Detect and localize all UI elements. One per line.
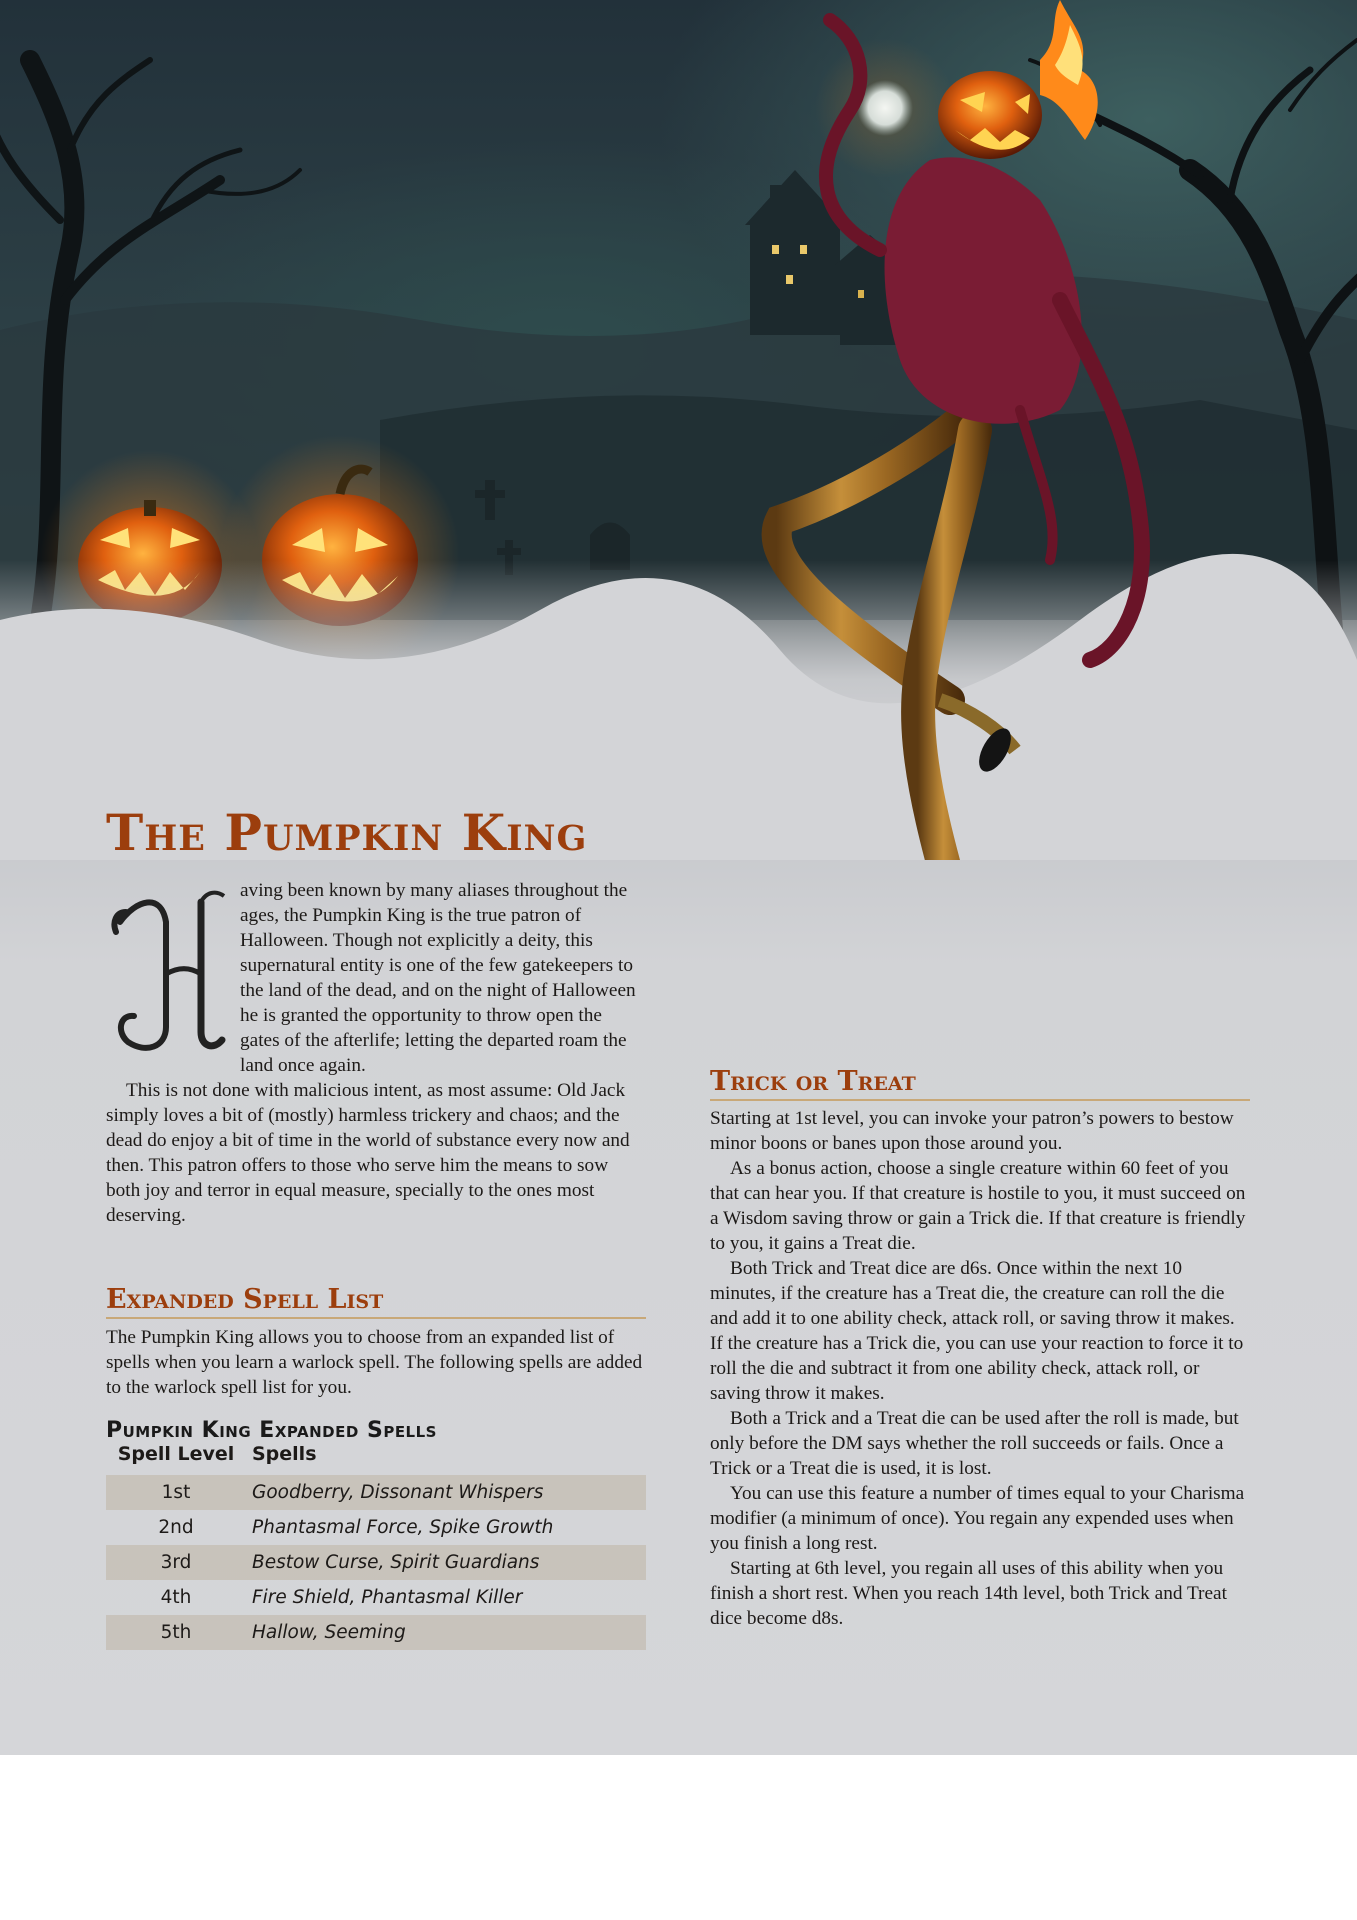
- cover-illustration: [0, 0, 1357, 860]
- table-row: [106, 1545, 646, 1580]
- spell-table-title: Pumpkin King Expanded Spells: [106, 1418, 437, 1443]
- table-row: [106, 1580, 646, 1615]
- expanded-spell-list-text: The Pumpkin King allows you to choose from an expanded list of spells when you learn a warlock spell. The following spells are added to the warlock spell list for you.: [106, 1327, 643, 1398]
- intro-paragraph-2: This is not done with malicious intent, as most assume: Old Jack simply loves a bit of (mostly) harmless trickery and chaos; and the dead do enjoy a bit of time in the world of substance every now and then. This patron offers to those who serve him the means to sow both joy and terror in equal measure, specially to the ones most deserving.: [106, 1080, 630, 1226]
- table-row: [106, 1510, 646, 1545]
- spell-level-cell: 3rd: [106, 1545, 246, 1580]
- table-row: [106, 1475, 646, 1510]
- expanded-spell-list-section: [106, 1286, 646, 1400]
- trick-or-treat-heading: Trick or Treat: [710, 1068, 1250, 1101]
- spell-level-cell: 5th: [106, 1615, 246, 1650]
- spell-table-section: [106, 1418, 646, 1650]
- spell-table: [106, 1443, 646, 1650]
- trick-paragraph-3: Both Trick and Treat dice are d6s. Once within the next 10 minutes, if the creature has a Treat die, the creature can roll the die and add it to one ability check, attack roll, or saving throw it makes. If the creature has a Trick die, you can use your reaction to force it to roll the die and subtract it from one ability check, attack roll, or saving throw it makes.: [710, 1258, 1244, 1404]
- drop-cap-letter: [106, 882, 230, 1058]
- trick-paragraph-4: Both a Trick and a Treat die can be used after the roll is made, but only before the DM says whether the roll succeeds or fails. Once a Trick or a Treat die is used, it is lost.: [710, 1408, 1239, 1479]
- intro-section: [106, 878, 646, 1228]
- trick-paragraph-1: Starting at 1st level, you can invoke your patron’s powers to bestow minor boons or banes upon those around you.: [710, 1108, 1234, 1154]
- spells-cell: Goodberry, Dissonant Whispers: [246, 1475, 646, 1510]
- trick-paragraph-2: As a bonus action, choose a single creature within 60 feet of you that can hear you. If that creature is hostile to you, it must succeed on a Wisdom saving throw or gain a Trick die. If that creature is friendly to you, it gains a Treat die.: [710, 1158, 1246, 1254]
- column-header-spell-level: Spell Level: [117, 1443, 235, 1465]
- column-header-spells: Spells: [252, 1443, 317, 1465]
- trick-or-treat-section: [710, 1068, 1250, 1631]
- spells-cell: Bestow Curse, Spirit Guardians: [246, 1545, 646, 1580]
- trick-paragraph-6: Starting at 6th level, you regain all uses of this ability when you finish a short rest. When you reach 14th level, both Trick and Treat dice become d8s.: [710, 1558, 1227, 1629]
- table-row: [106, 1615, 646, 1650]
- spell-level-cell: 4th: [160, 1587, 192, 1608]
- spells-cell: Fire Shield, Phantasmal Killer: [252, 1587, 523, 1608]
- spell-level-cell: 2nd: [158, 1517, 194, 1538]
- spells-cell: Hallow, Seeming: [246, 1615, 646, 1650]
- spell-level-cell: 1st: [106, 1475, 246, 1510]
- expanded-spell-list-heading: Expanded Spell List: [106, 1286, 646, 1319]
- page-title: The Pumpkin King: [106, 803, 588, 862]
- trick-paragraph-5: You can use this feature a number of times equal to your Charisma modifier (a minimum of once). You regain any expended uses when you finish a long rest.: [710, 1483, 1245, 1554]
- intro-paragraph-1: aving been known by many aliases throughout the ages, the Pumpkin King is the true patron of Halloween. Though not explicitly a deity, this supernatural entity is one of the few gatekeepers to the land of the dead, and on the night of Halloween he is granted the opportunity to throw open the gates of the afterlife; letting the departed roam the land once again.: [240, 880, 636, 1076]
- spells-cell: Phantasmal Force, Spike Growth: [252, 1517, 554, 1538]
